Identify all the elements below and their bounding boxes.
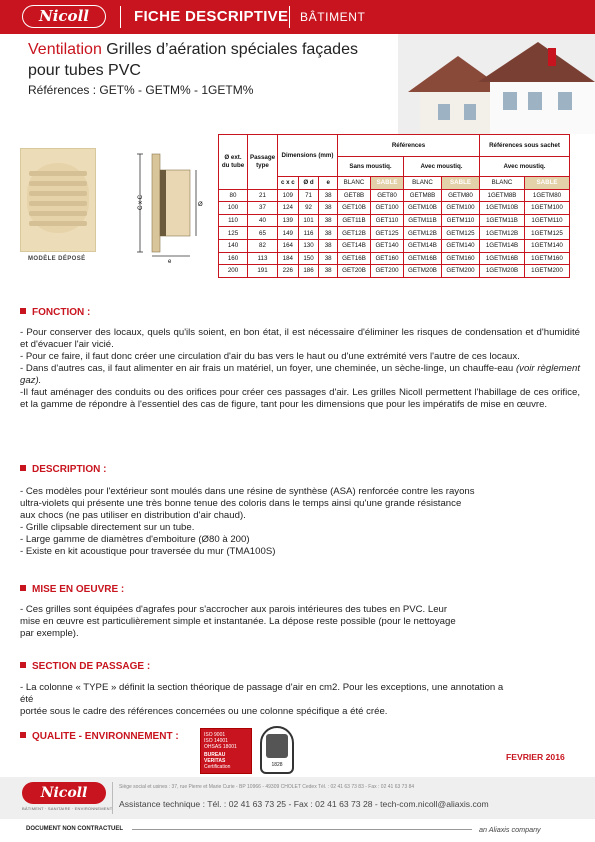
table-cell: 1GETM200 <box>525 265 570 278</box>
references-list: GET% - GETM% - 1GETM% <box>99 83 254 97</box>
fonction-paragraph-text: - Dans d'autres cas, il faut alimenter en air frais un matériel, un foyer, une cheminée, un sèche-linge, un chauffe-eau <box>20 363 516 374</box>
table-header-blanc: BLANC <box>404 177 442 190</box>
footer-nicoll-logo: Nicoll <box>22 782 106 804</box>
table-row <box>219 265 570 278</box>
table-cell: 116 <box>298 227 319 240</box>
table-row <box>219 214 570 227</box>
table-header-references-sachet: Références sous sachet <box>480 135 570 157</box>
table-header-dimensions: Dimensions (mm) <box>278 135 338 177</box>
table-cell: 80 <box>219 189 248 202</box>
table-cell: 1GETM110 <box>525 214 570 227</box>
table-cell: GET160 <box>371 252 404 265</box>
table-cell: GET12B <box>338 227 371 240</box>
table-cell: 1GETM100 <box>525 202 570 215</box>
table-cell: GETM125 <box>442 227 480 240</box>
table-cell: 37 <box>248 202 278 215</box>
table-cell: 38 <box>319 252 338 265</box>
table-cell: GET14B <box>338 239 371 252</box>
references-table-body <box>219 189 570 277</box>
aliaxis-label: an Aliaxis company <box>479 825 541 834</box>
table-cell: GET11B <box>338 214 371 227</box>
table-cell: 1GETM8B <box>480 189 525 202</box>
header-divider <box>120 6 121 28</box>
table-cell: 1GETM16B <box>480 252 525 265</box>
table-header-sable: SABLE <box>525 177 570 190</box>
grille-photo <box>20 148 96 252</box>
mise-en-oeuvre-title: MISE EN OEUVRE : <box>32 584 125 595</box>
table-cell: 1GETM160 <box>525 252 570 265</box>
afaq-certification-seal <box>260 726 294 774</box>
table-cell: GET200 <box>371 265 404 278</box>
mise-en-oeuvre-line: par exemple). <box>20 628 79 639</box>
table-cell: 149 <box>278 227 299 240</box>
nicoll-logo: Nicoll <box>22 5 106 28</box>
section-passage-line: - La colonne « TYPE » définit la section théorique de passage d'air en cm2. Pour les exceptions, une annotation a <box>20 682 504 693</box>
fonction-paragraph: - Pour ce faire, il faut donc créer une circulation d'air du bas vers le haut ou d'une extrémité vers l'autre de ces locaux. <box>20 351 520 362</box>
table-cell: GETM12B <box>404 227 442 240</box>
qualite-title: QUALITE - ENVIRONNEMENT : <box>32 731 179 742</box>
footer-logo-subtitle: BÂTIMENT · SANITAIRE · ENVIRONNEMENT <box>22 806 113 811</box>
fonction-heading <box>20 307 90 318</box>
table-header-references: Références <box>338 135 480 157</box>
table-header-sable: SABLE <box>442 177 480 190</box>
mise-en-oeuvre-text <box>20 604 580 640</box>
header-divider <box>289 6 290 28</box>
table-row <box>219 202 570 215</box>
table-header-e: e <box>319 177 338 190</box>
table-row <box>219 189 570 202</box>
table-cell: GETM16B <box>404 252 442 265</box>
table-cell: GET8B <box>338 189 371 202</box>
table-cell: GET16B <box>338 252 371 265</box>
product-title <box>28 41 358 59</box>
table-cell: 200 <box>219 265 248 278</box>
description-title: DESCRIPTION : <box>32 464 107 475</box>
bv-line: OHSAS 18001 <box>204 744 237 750</box>
table-cell: GETM200 <box>442 265 480 278</box>
footer-address: Siège social et usines : 37, rue Pierre et Marie Curie - BP 10966 - 49309 CHOLET Cedex Tél. : 02 41 63 73 83 - Fax : 02 41 63 73 84 <box>119 784 415 790</box>
table-cell: 1GETM12B <box>480 227 525 240</box>
section-passage-line: été <box>20 694 34 705</box>
table-cell: 109 <box>278 189 299 202</box>
table-row <box>219 239 570 252</box>
description-line: - Grille clipsable directement sur un tube. <box>20 522 195 533</box>
table-cell: GET20B <box>338 265 371 278</box>
description-line: aux chocs (ne pas utiliser en distribution d'air chaud). <box>20 510 246 521</box>
table-cell: 1GETM125 <box>525 227 570 240</box>
dim-e-label: e <box>168 259 172 265</box>
title-ventilation: Ventilation <box>28 41 102 58</box>
table-cell: 113 <box>248 252 278 265</box>
dim-cxc-label: C x C <box>138 195 144 210</box>
table-cell: 125 <box>219 227 248 240</box>
bv-line: ISO 9001 <box>204 732 226 738</box>
table-cell: 140 <box>219 239 248 252</box>
fonction-paragraph <box>20 363 580 387</box>
table-header-blanc: BLANC <box>480 177 525 190</box>
mise-en-oeuvre-heading <box>20 584 124 595</box>
table-cell: 82 <box>248 239 278 252</box>
afaq-seal-number: 1828 <box>271 762 283 768</box>
fonction-text <box>20 327 580 411</box>
section-passage-title: SECTION DE PASSAGE : <box>32 661 151 672</box>
description-heading <box>20 464 106 475</box>
table-cell: 130 <box>298 239 319 252</box>
table-cell: GETM140 <box>442 239 480 252</box>
bureau-veritas-badge <box>200 728 252 774</box>
table-cell: GET10B <box>338 202 371 215</box>
table-row <box>219 227 570 240</box>
table-cell: 160 <box>219 252 248 265</box>
table-cell: 191 <box>248 265 278 278</box>
grille-side-drawing <box>130 150 210 265</box>
references-prefix: Références : <box>28 83 100 97</box>
table-header-cxc: c x c <box>278 177 299 190</box>
fonction-paragraph: -Il faut aménager des conduits ou des orifices pour créer ces passages d'air. Les grilles Nicoll permettent l'habillage de ces orifice, et la gamme de répondre à l'essentiel des cas de figure, tant pour les dimensions que pour les impératifs de mise en œuvre. <box>20 387 580 410</box>
footer-line <box>132 829 472 830</box>
section-passage-text <box>20 682 580 718</box>
table-cell: GETM80 <box>442 189 480 202</box>
table-cell: GET80 <box>371 189 404 202</box>
description-line: - Existe en kit acoustique pour traversée du mur (TMA100S) <box>20 546 276 557</box>
fonction-paragraph: - Pour conserver des locaux, quels qu'ils soient, en bon état, il est nécessaire d'éliminer les risques de condensation et d'humidité et d'évacuer l'air vicié. <box>20 327 580 350</box>
table-header-blanc: BLANC <box>338 177 371 190</box>
bv-line: BUREAU VERITAS <box>204 752 226 764</box>
mise-en-oeuvre-line: - Ces grilles sont équipées d'agrafes pour s'accrocher aux parois intérieures des tubes en PVC. Leur <box>20 604 448 615</box>
fonction-paragraph-note: (voir règlement gaz). <box>20 363 580 386</box>
header-subtitle: BÂTIMENT <box>300 10 366 24</box>
description-line: - Large gamme de diamètres d'emboiture (Ø80 à 200) <box>20 534 250 545</box>
section-passage-line: portée sous le cadre des références concernées ou une colonne spécifique a été crée. <box>20 706 388 717</box>
product-references <box>28 83 253 97</box>
modele-depose-caption: MODÈLE DÉPOSÉ <box>28 256 86 262</box>
product-title-line2: pour tubes PVC <box>28 62 141 79</box>
document-non-contractuel: DOCUMENT NON CONTRACTUEL <box>26 826 123 832</box>
table-cell: 65 <box>248 227 278 240</box>
table-cell: 186 <box>298 265 319 278</box>
description-line: - Ces modèles pour l'extérieur sont moulés dans une résine de synthèse (ASA) renforcée contre les rayons <box>20 486 475 497</box>
table-header-sans-moustiq: Sans moustiq. <box>338 157 404 177</box>
table-cell: GETM20B <box>404 265 442 278</box>
table-cell: 38 <box>319 227 338 240</box>
table-cell: 38 <box>319 239 338 252</box>
description-line: ultra-violets qui présente une très bonne tenue des coloris dans le temps ainsi qu'une grande résistance <box>20 498 462 509</box>
table-cell: 40 <box>248 214 278 227</box>
table-cell: 38 <box>319 265 338 278</box>
footer-assistance: Assistance technique : Tél. : 02 41 63 73 25 - Fax : 02 41 63 73 28 - tech-com.nicoll@aliaxis.com <box>119 799 489 809</box>
table-cell: 1GETM14B <box>480 239 525 252</box>
table-cell: 110 <box>219 214 248 227</box>
table-cell: 164 <box>278 239 299 252</box>
table-row <box>219 252 570 265</box>
table-cell: 226 <box>278 265 299 278</box>
table-cell: GETM100 <box>442 202 480 215</box>
table-cell: 38 <box>319 214 338 227</box>
table-cell: GET110 <box>371 214 404 227</box>
mise-en-oeuvre-line: mise en œuvre est particulièrement simple et instantanée. La dépose reste possible (pour le nettoyage <box>20 616 456 627</box>
table-cell: 1GETM80 <box>525 189 570 202</box>
document-date: FEVRIER 2016 <box>506 752 565 762</box>
table-cell: 92 <box>298 202 319 215</box>
table-cell: GETM11B <box>404 214 442 227</box>
bv-line: Certification <box>204 764 231 770</box>
table-header-avec-moustiq-sachet: Avec moustiq. <box>480 157 570 177</box>
references-table <box>218 134 570 278</box>
table-cell: GETM8B <box>404 189 442 202</box>
table-cell: 124 <box>278 202 299 215</box>
table-header-od: Ø d <box>298 177 319 190</box>
table-cell: GETM10B <box>404 202 442 215</box>
table-header-diametre: Ø ext. du tube <box>219 135 248 190</box>
header-title: FICHE DESCRIPTIVE <box>134 8 289 25</box>
table-cell: 1GETM140 <box>525 239 570 252</box>
table-cell: 150 <box>298 252 319 265</box>
table-cell: 184 <box>278 252 299 265</box>
footer-divider <box>112 782 113 814</box>
table-cell: 1GETM11B <box>480 214 525 227</box>
table-cell: GET100 <box>371 202 404 215</box>
table-cell: 21 <box>248 189 278 202</box>
table-cell: 1GETM10B <box>480 202 525 215</box>
table-cell: 38 <box>319 202 338 215</box>
table-cell: 100 <box>219 202 248 215</box>
table-cell: 1GETM20B <box>480 265 525 278</box>
table-cell: 101 <box>298 214 319 227</box>
bv-line: ISO 14001 <box>204 738 228 744</box>
fonction-title: FONCTION : <box>32 307 91 318</box>
table-header-avec-moustiq: Avec moustiq. <box>404 157 480 177</box>
dim-d-label: Ø <box>198 202 203 208</box>
table-header-sable: SABLE <box>371 177 404 190</box>
title-grilles: Grilles d’aération spéciales façades <box>101 41 358 58</box>
table-cell: 38 <box>319 189 338 202</box>
table-cell: GETM14B <box>404 239 442 252</box>
house-illustration <box>398 34 595 134</box>
table-cell: GET125 <box>371 227 404 240</box>
table-cell: 71 <box>298 189 319 202</box>
table-cell: GETM110 <box>442 214 480 227</box>
table-cell: GET140 <box>371 239 404 252</box>
qualite-heading <box>20 731 179 742</box>
table-cell: GETM160 <box>442 252 480 265</box>
description-text <box>20 486 580 558</box>
section-passage-heading <box>20 661 150 672</box>
table-header-passage: Passage type <box>248 135 278 190</box>
table-cell: 139 <box>278 214 299 227</box>
